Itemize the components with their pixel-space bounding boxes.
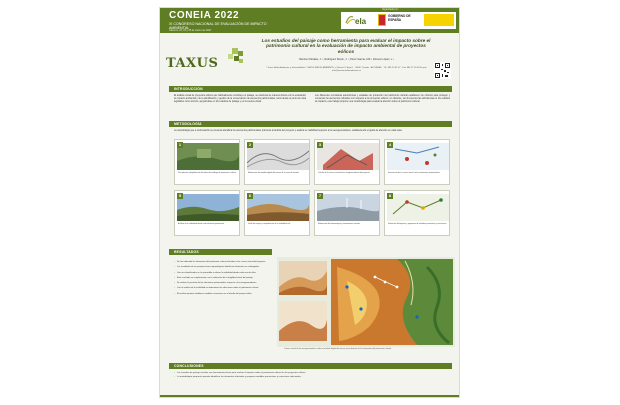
government-logo xyxy=(378,13,454,27)
intro-text-left: El análisis visual de proyectos eólicos que habitualmente constituye el paisaje, se relaciona de manera directa con la evaluación de impacto ambiental y de la planificación y gestión de la conservación de elementos patrimoniales, tanto desde el punto de vista legislativo como técnico, apoyándose en los estudios de paisaje y en la cuenca visual. xyxy=(174,95,306,103)
intersection-map-icon xyxy=(387,143,449,170)
method-step-card xyxy=(314,190,380,236)
list-item: • Se han obtenido los elementos del patrimonio cultural incluidos en la cuenca visual del proyecto. xyxy=(174,261,274,264)
congress-date: Cáceres, 23, 24 y 25 de marzo de 2022 xyxy=(169,29,211,32)
method-step-number: 2 xyxy=(248,142,252,147)
method-step-card xyxy=(244,190,310,236)
conclusions-list xyxy=(174,372,450,380)
list-item: • Una vez identificados se ha procedido a valorar la visibilidad desde cada uno de ellos. xyxy=(174,272,274,275)
list-item: • El análisis permite establecer medidas correctoras en el diseño del parque eólico. xyxy=(174,293,274,296)
section-heading-method: METODOLOGÍA xyxy=(169,121,452,127)
intro-text-right: Los diferentes normativas autonómicas y estatales de protección del patrimonio cultural establecen los criterios para proteger y conservar los elementos culturales con respecto a los proyectos eólicos, no obstante, son frecuentes las deficiencias en los estudios de impacto; este trabajo propone una metodología para evaluar la afección sobre el patrimonio cultural. xyxy=(315,95,450,103)
photomontage-icon xyxy=(317,194,379,221)
list-item: • Los resultados de las prospecciones arqueológicas identifican elementos no catalogados. xyxy=(174,266,274,269)
landscape-photo-icon xyxy=(177,194,239,221)
method-step-card xyxy=(384,139,450,185)
congress-title: CONEIA 2022 xyxy=(169,10,240,21)
terrain-model-icon xyxy=(247,143,309,170)
method-step-number: 7 xyxy=(318,193,322,198)
method-step-caption: Visita de campo y comprobación de la visibilidad real. xyxy=(248,223,291,225)
footer-bar xyxy=(160,395,460,398)
list-item: • Se analiza la posición de los elementos patrimoniales respecto a los aerogeneradores. xyxy=(174,282,274,285)
method-step-caption: Valoración del impacto y propuesta de medidas preventivas y correctoras. xyxy=(388,223,447,225)
svg-text:ela: ela xyxy=(355,17,367,26)
field-photo-icon xyxy=(247,194,309,221)
paper-affiliation: ¹ Taxus Medio Ambiente y Sostenibilidad · TAXUS MEDIO AMBIENTE, c/ Boreal 3, Bajo D · 33007 Oviedo · ASTURIAS · Tlf.: 985 25 82 47 · Fax 985 27 26 48 E-mail: info@taxusmedioambiente.es xyxy=(266,67,427,72)
list-item: • Este resultado se complementa con la valoración de la fragilidad visual del paisaje. xyxy=(174,277,274,280)
list-item: • Los estudios de paisaje resultan una herramienta eficaz para evaluar el impacto sobre el patrimonio cultural en los proyectos eólicos. xyxy=(174,372,450,375)
method-steps-grid xyxy=(174,139,450,237)
method-intro-text: La metodología que a continuación se presenta identifica los elementos patrimoniales próximos al ámbito del proyecto y analiza su visibilidad respecto a los aerogeneradores, estableciendo el grado de afección en cada caso. xyxy=(174,130,403,132)
paper-authors: Ramírez Morales, J. ¹, Rodríguez Simón, J. ¹, Pérez García, A.B.¹, Romero López, L.¹ xyxy=(299,58,394,61)
leaf-icon xyxy=(222,46,246,70)
taxus-wordmark: TAXUS xyxy=(166,56,219,71)
method-step-caption: Intersección de la cuenca visual con los elementos patrimoniales. xyxy=(388,172,441,174)
results-list xyxy=(174,261,274,298)
government-label: GOBIERNO DE ESPAÑA xyxy=(388,14,411,22)
list-item: • La metodología propuesta permite identificar los elementos afectados y proponer medidas preventivas y correctoras adecuadas. xyxy=(174,376,450,379)
organized-by-label: Organizado por: xyxy=(382,9,399,11)
method-step-card xyxy=(384,190,450,236)
method-step-card xyxy=(314,139,380,185)
method-step-caption: Elaboración del modelo digital del terreno de la zona de estudio. xyxy=(248,172,300,174)
method-step-caption: Recopilación y digitalización de datos del catálogo de patrimonio cultural. xyxy=(178,172,237,174)
method-step-number: 1 xyxy=(178,142,182,147)
method-step-number: 8 xyxy=(388,193,392,198)
ela-logo-icon xyxy=(344,13,372,27)
ministry-strip xyxy=(424,14,454,26)
map-caption: Cuenca visual de los aerogeneradores sobre el modelo digital del terreno y localización de los elementos del patrimonio cultural. xyxy=(284,348,392,350)
taxus-logo xyxy=(164,40,250,80)
aerial-photo-icon xyxy=(177,143,239,170)
section-heading-results: RESULTADOS xyxy=(169,249,272,255)
method-step-card xyxy=(244,139,310,185)
poster-header xyxy=(160,8,460,33)
method-step-caption: Elaboración de fotomontajes y simulaciones visuales. xyxy=(318,223,361,225)
qr-code-icon xyxy=(434,62,451,79)
method-step-number: 5 xyxy=(178,193,182,198)
impact-map-icon xyxy=(387,194,449,221)
spain-crest-icon xyxy=(378,14,386,26)
method-step-number: 6 xyxy=(248,193,252,198)
section-heading-intro: INTRODUCCIÓN xyxy=(169,86,452,92)
section-heading-conclusions: CONCLUSIONES xyxy=(169,363,452,369)
method-step-caption: Cálculo de la cuenca visual de los aerogeneradores del proyecto. xyxy=(318,172,371,174)
method-step-number: 3 xyxy=(318,142,322,147)
paper-title: Los estudios del paisaje como herramienta para evaluar el impacto sobre el patrimonio cultural en la evaluación de impacto ambiental de proyectos eólicos xyxy=(261,38,431,54)
viewshed-map-image xyxy=(277,257,455,347)
list-item: • Con el análisis de la visibilidad se determinan las afecciones sobre el patrimonio cultural. xyxy=(174,287,274,290)
method-step-card xyxy=(174,139,240,185)
method-step-caption: Análisis de la visibilidad desde cada elemento patrimonial. xyxy=(178,223,225,225)
congress-subtitle: XI CONGRESO NACIONAL DE EVALUACIÓN DE IMPACTO AMBIENTAL xyxy=(169,22,267,30)
method-step-number: 4 xyxy=(388,142,392,147)
viewshed-icon xyxy=(317,143,379,170)
poster xyxy=(159,7,460,398)
method-step-card xyxy=(174,190,240,236)
